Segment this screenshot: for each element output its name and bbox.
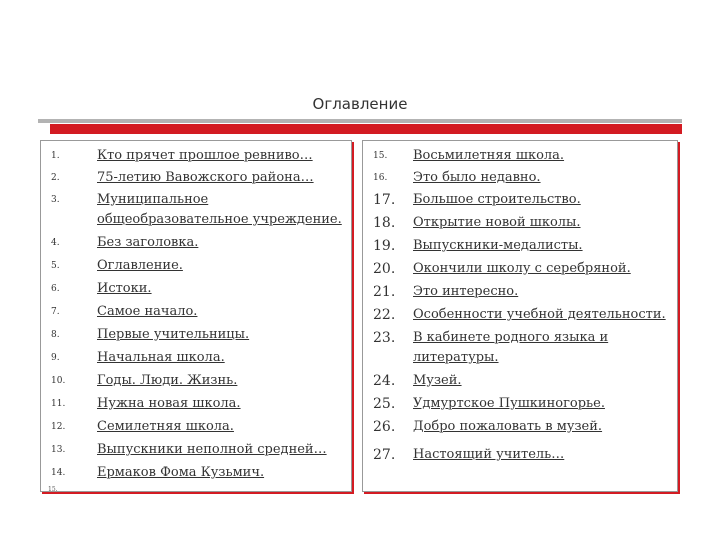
toc-number: 11.: [51, 399, 66, 409]
toc-entry-link[interactable]: Кто прячет прошлое ревниво…: [97, 148, 313, 163]
toc-number: 19.: [373, 238, 396, 254]
toc-number: 14.: [51, 468, 66, 478]
toc-number: 26.: [373, 419, 396, 435]
toc-entry-link[interactable]: Выпускники неполной средней…: [97, 442, 327, 457]
toc-entry-link[interactable]: Добро пожаловать в музей.: [413, 419, 603, 434]
toc-entry-link[interactable]: Нужна новая школа.: [97, 396, 241, 411]
trailing-number: 15.: [48, 486, 58, 493]
toc-number: 21.: [373, 284, 396, 300]
toc-entry-link[interactable]: Оглавление.: [97, 258, 183, 273]
toc-number: 18.: [373, 215, 396, 231]
toc-number: 24.: [373, 373, 396, 389]
toc-number: 15.: [373, 151, 388, 161]
toc-number: 12.: [51, 422, 66, 432]
toc-number: 27.: [373, 447, 396, 463]
page-title: Оглавление: [312, 95, 408, 113]
toc-entry-link[interactable]: Ермаков Фома Кузьмич.: [97, 465, 265, 480]
toc-left-column: [40, 140, 352, 492]
toc-entry-link[interactable]: Самое начало.: [97, 304, 198, 319]
toc-entry-link[interactable]: Начальная школа.: [97, 350, 225, 365]
toc-entry-link[interactable]: Первые учительницы.: [97, 327, 250, 342]
toc-entry-link[interactable]: 75-летию Вавожского района…: [97, 170, 314, 185]
toc-entry-link[interactable]: Особенности учебной деятельности.: [413, 307, 666, 322]
toc-number: 9.: [51, 353, 60, 363]
toc-entry-link[interactable]: Это интересно.: [413, 284, 519, 299]
toc-entry-link[interactable]: В кабинете родного языка и: [413, 330, 609, 345]
toc-number: 4.: [51, 238, 60, 248]
toc-number: 8.: [51, 330, 60, 340]
header-rule: [38, 119, 682, 123]
toc-entry-link[interactable]: Удмуртское Пушкиногорье.: [413, 396, 605, 411]
toc-entry-link[interactable]: Без заголовка.: [97, 235, 199, 250]
toc-number: 17.: [373, 192, 396, 208]
toc-number: 13.: [51, 445, 66, 455]
toc-entry-link[interactable]: Настоящий учитель…: [413, 447, 565, 462]
toc-entry-link[interactable]: Открытие новой школы.: [413, 215, 581, 230]
toc-number: 22.: [373, 307, 396, 323]
toc-entry-link[interactable]: Окончили школу с серебряной.: [413, 261, 631, 276]
toc-entry-link[interactable]: Это было недавно.: [413, 170, 541, 185]
toc-number: 7.: [51, 307, 60, 317]
toc-number: 23.: [373, 330, 396, 346]
toc-entry-link[interactable]: Большое строительство.: [413, 192, 581, 207]
toc-number: 16.: [373, 173, 388, 183]
toc-number: 1.: [51, 151, 60, 161]
toc-number: 2.: [51, 173, 60, 183]
toc-entry-link[interactable]: Музей.: [413, 373, 462, 388]
toc-number: 6.: [51, 284, 60, 294]
toc-number: 25.: [373, 396, 396, 412]
toc-entry-link[interactable]: Истоки.: [97, 281, 152, 296]
toc-entry-link[interactable]: Выпускники-медалисты.: [413, 238, 583, 253]
toc-right-column: [362, 140, 678, 492]
toc-entry-link[interactable]: Муниципальное: [97, 192, 209, 207]
toc-entry-link[interactable]: литературы.: [413, 350, 499, 365]
toc-number: 5.: [51, 261, 60, 271]
toc-entry-link[interactable]: Семилетняя школа.: [97, 419, 234, 434]
toc-entry-link[interactable]: общеобразовательное учреждение.: [97, 212, 342, 227]
toc-entry-link[interactable]: Годы. Люди. Жизнь.: [97, 373, 238, 388]
toc-number: 20.: [373, 261, 396, 277]
toc-entry-link[interactable]: Восьмилетняя школа.: [413, 148, 565, 163]
header-accent-bar: [50, 124, 682, 134]
toc-number: 3.: [51, 195, 60, 205]
toc-number: 10.: [51, 376, 66, 386]
